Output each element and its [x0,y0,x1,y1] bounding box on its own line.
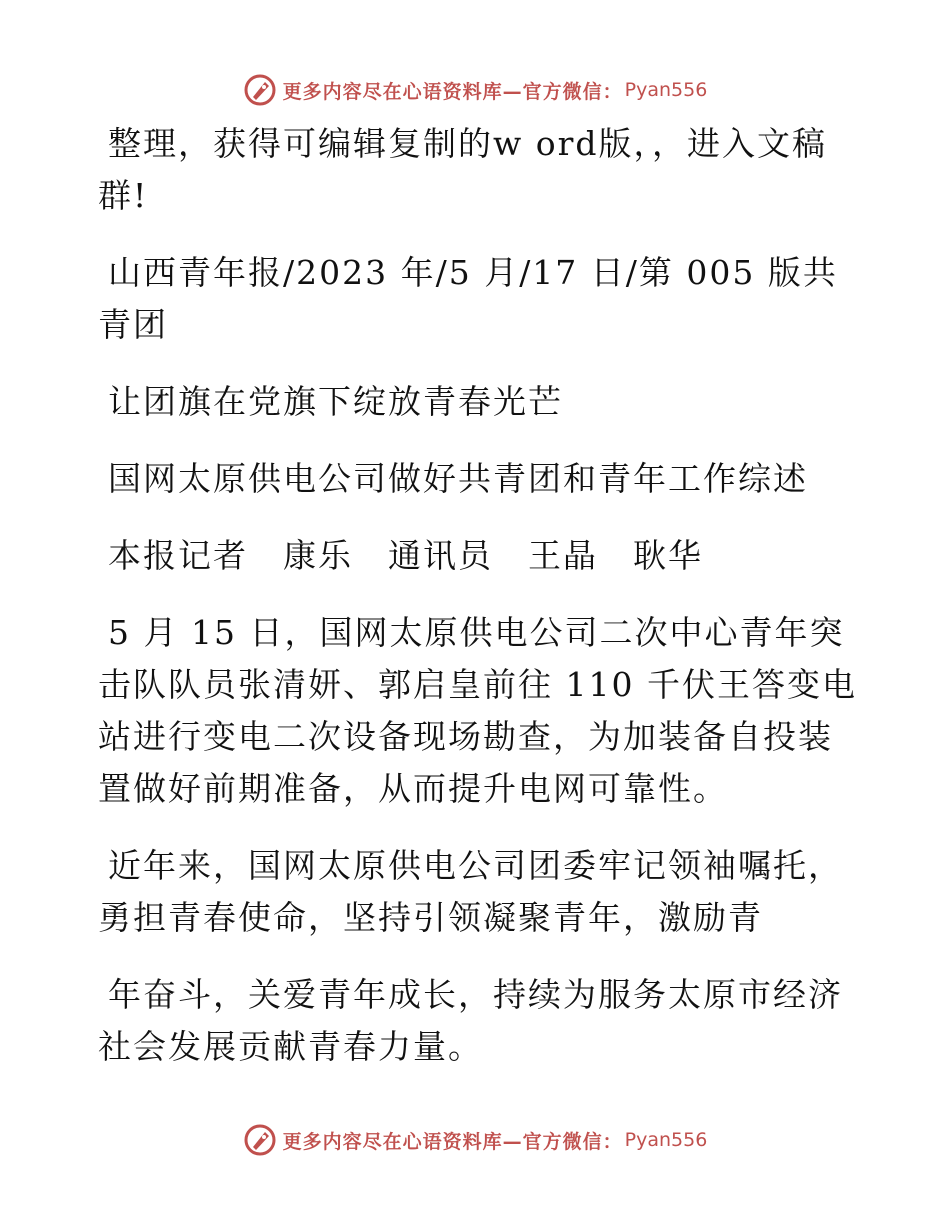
body-paragraph: 近年来，国网太原供电公司团委牢记领袖嘱托，勇担青春使命，坚持引领凝聚青年，激励青 [98,846,843,937]
pen-nib-logo-icon [243,1123,277,1157]
watermark-text: 更多内容尽在心语资料库—官方微信： [282,80,623,103]
watermark-banner-bottom [0,1120,950,1160]
document-body [98,118,858,1098]
article-subtitle: 国网太原供电公司做好共青团和青年工作综述 [108,459,808,498]
pen-nib-logo-icon [243,73,277,107]
source-line: 山西青年报/2023 年/5 月/17 日/第 005 版共青团 [98,253,838,344]
watermark-banner-top [0,70,950,110]
intro-paragraph: 整理，获得可编辑复制的w ord版，，进入文稿群! [98,124,828,215]
watermark-text: 更多内容尽在心语资料库—官方微信： [282,1130,623,1153]
byline: 本报记者 康乐 通讯员 王晶 耿华 [108,536,703,575]
body-paragraph: 5 月 15 日，国网太原供电公司二次中心青年突击队队员张清妍、郭启皇前往 110 千伏王答变电站进行变电二次设备现场勘查，为加装备自投装置做好前期准备，从而提升电网可靠性。 [98,613,857,808]
body-paragraph: 年奋斗，关爱青年成长，持续为服务太原市经济社会发展贡献青春力量。 [98,975,843,1066]
watermark-contact: Pyan556 [624,1129,708,1151]
watermark-contact: Pyan556 [624,79,708,101]
article-title: 让团旗在党旗下绽放青春光芒 [108,382,563,421]
